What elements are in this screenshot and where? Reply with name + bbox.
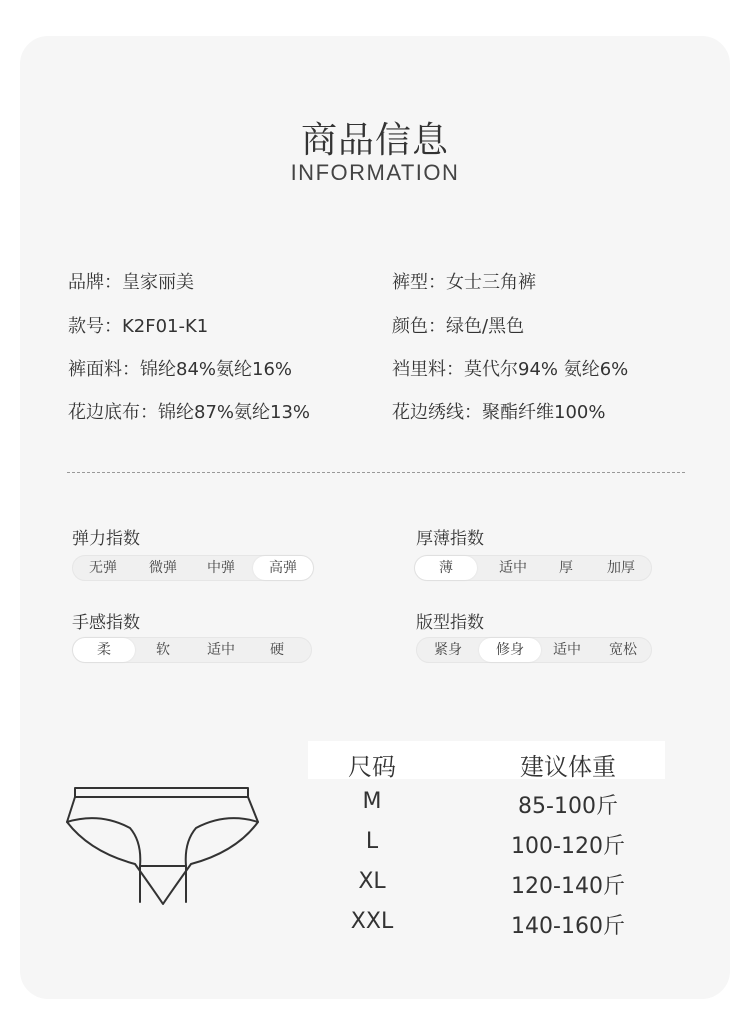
page-title: 商品信息: [300, 120, 449, 161]
spec-type: 裤型：女士三角裤: [392, 272, 536, 293]
elasticity-scale: [72, 555, 314, 581]
briefs-outline-shape: [67, 797, 258, 904]
size-cell: M: [362, 789, 382, 814]
feel-option: 软: [156, 642, 170, 658]
thickness-label: 厚薄指数: [416, 529, 484, 549]
size-cell: XL: [358, 869, 386, 894]
elasticity-label: 弹力指数: [72, 529, 140, 549]
thickness-scale: [414, 555, 652, 581]
feel-option: 适中: [207, 642, 235, 658]
feel-scale: [72, 637, 312, 663]
thickness-option-selected: 薄: [415, 556, 477, 580]
page-subtitle: INFORMATION: [290, 160, 460, 185]
weight-cell: 100-120斤: [511, 834, 625, 859]
size-cell: XXL: [350, 909, 394, 934]
weight-cell: 140-160斤: [511, 914, 625, 939]
feel-option: 硬: [270, 642, 284, 658]
thickness-option: 加厚: [607, 560, 635, 576]
weight-cell: 120-140斤: [511, 874, 625, 899]
section-divider: [67, 472, 685, 473]
spec-lining: 裆里料：莫代尔94% 氨纶6%: [392, 359, 629, 380]
feel-label: 手感指数: [72, 613, 140, 633]
thickness-option: 适中: [499, 560, 527, 576]
spec-lace-thread: 花边绣线：聚酯纤维100%: [392, 402, 606, 423]
elasticity-option-selected: 高弹: [253, 556, 313, 580]
spec-lace-base: 花边底布：锦纶87%氨纶13%: [68, 402, 311, 423]
fit-option: 宽松: [609, 642, 637, 658]
elasticity-option: 中弹: [207, 560, 235, 576]
left-leg-opening-shape: [67, 818, 140, 866]
elasticity-option: 无弹: [89, 560, 117, 576]
spec-brand: 品牌：皇家丽美: [68, 272, 194, 293]
thickness-option: 厚: [559, 560, 573, 576]
right-leg-opening-shape: [186, 818, 258, 866]
briefs-illustration: [60, 782, 266, 910]
weight-cell: 85-100斤: [518, 794, 618, 819]
fit-scale: [416, 637, 652, 663]
gusset-sides-shape: [140, 866, 186, 902]
spec-color: 颜色：绿色/黑色: [392, 316, 525, 337]
elasticity-option: 微弹: [149, 560, 177, 576]
feel-option-selected: 柔: [73, 638, 135, 662]
fit-option: 紧身: [434, 642, 462, 658]
spec-model: 款号：K2F01-K1: [68, 316, 209, 337]
fit-option-selected: 修身: [479, 638, 541, 662]
fit-label: 版型指数: [416, 613, 484, 633]
spec-fabric: 裤面料：锦纶84%氨纶16%: [68, 359, 293, 380]
size-cell: L: [365, 829, 379, 854]
size-table-header-weight: 建议体重: [520, 753, 616, 781]
fit-option: 适中: [553, 642, 581, 658]
waistband-shape: [75, 788, 248, 797]
size-table-header-size: 尺码: [348, 753, 396, 781]
